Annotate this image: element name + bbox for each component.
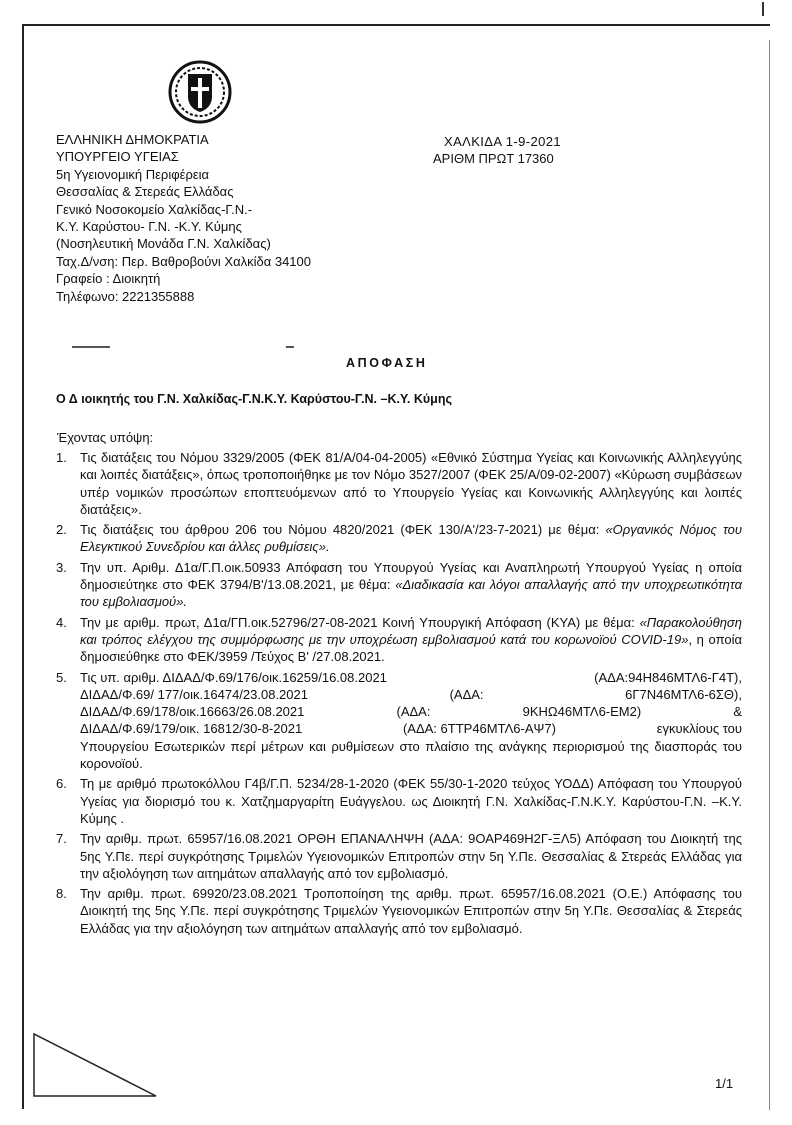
item-number: 8. (56, 886, 67, 902)
scan-mark (762, 2, 764, 16)
list-item (56, 885, 742, 937)
item-number: 3. (56, 559, 67, 575)
item-text: ΔΙΔΑΔ/Φ.69/178/οικ.16663/26.08.2021 (80, 704, 305, 720)
sender-line: Τηλέφωνο: 2221355888 (56, 288, 195, 304)
sender-line: Κ.Υ. Καρύστου- Γ.Ν. -Κ.Υ. Κύμης (56, 219, 242, 235)
item-text: Υπουργείου Εσωτερικών περί μέτρων και ρυθμίσεων στο πλαίσιο της ανάγκης περιορισμού της διασποράς του κορονοϊού. (80, 738, 742, 772)
item-text: Τις υπ. αριθμ. ΔΙΔΑΔ/Φ.69/176/οικ.16259/16.08.2021 (80, 669, 387, 685)
considerations-list (56, 449, 742, 940)
item-text: 9ΚΗΩ46ΜΤΛ6-ΕΜ2) (522, 704, 642, 720)
item-text: (ΑΔΑ: 6ΤΤΡ46ΜΤΛ6-ΑΨ7) (402, 721, 556, 737)
item-number: 7. (56, 831, 67, 847)
sender-line: Γραφείο : Διοικητή (56, 271, 161, 287)
item-number: 4. (56, 614, 67, 630)
date-line: ΧΑΛΚΙΔΑ 1-9-2021 (444, 134, 561, 149)
page-fold-corner-icon (30, 1030, 160, 1100)
item-text: Τις διατάξεις του άρθρου 206 του Νόμου 4820/2021 (ΦΕΚ 130/Α'/23-7-2021) με θέμα: (80, 522, 606, 538)
page-number: 1/1 (715, 1076, 734, 1091)
item-text-italic: «Διαδικασία και λόγοι απαλλαγής από την υποχρεωτικότητα του εμβολιασμού». (80, 577, 742, 610)
sender-block (56, 131, 311, 305)
item-text: (ΑΔΑ:94Η846ΜΤΛ6-Γ4Τ), (594, 669, 742, 685)
item-text: Τη με αριθμό πρωτοκόλλου Γ4β/Γ.Π. 5234/28-1-2020 (ΦΕΚ 55/30-1-2020 τεύχος ΥΟΔΔ) Απόφαση του Υπουργού Υγείας για διορισμό του κ. Χατζημαργαρίτη Ευάγγελου. ως Διοικητή Γ.Ν. Χαλκίδας-Γ.Ν.Κ.Υ. Καρύστου-Γ.Ν. –Κ.Υ. Κύμης . (80, 776, 742, 826)
list-item (56, 521, 742, 556)
item-text: (ΑΔΑ: (449, 686, 484, 702)
item-text-italic: «Οργανικός Νόμος του Ελεγκτικού Συνεδρίου και άλλες ρυθμίσεις». (80, 522, 742, 555)
sender-line: (Νοσηλευτική Μονάδα Γ.Ν. Χαλκίδας) (56, 236, 271, 252)
item-text: , η οποία δημοσιεύθηκε στο ΦΕΚ/3959 /Τεύχος Β' /27.08.2021. (80, 631, 743, 665)
item-text: (ΑΔΑ: (396, 704, 431, 720)
protocol-number: ΑΡΙΘΜ ΠΡΩΤ 17360 (433, 151, 554, 167)
item-row (80, 669, 742, 686)
item-row (80, 703, 742, 720)
item-text: ΔΙΔΑΔ/Φ.69/179/οικ. 16812/30-8-2021 (80, 721, 303, 737)
sender-line: Γενικό Νοσοκομείο Χαλκίδας-Γ.Ν.- (56, 201, 253, 217)
item-number: 5. (56, 669, 67, 685)
date-protocol-block (433, 133, 561, 168)
item-text: Την αριθμ. πρωτ. 65957/16.08.2021 ΟΡΘΗ ΕΠΑΝΑΛΗΨΗ (ΑΔΑ: 9ΟΑΡ469Η2Γ-ΞΛ5) Απόφαση του Διοικητή της 5ης Υ.Πε. περί συγκρότησης Τριμελών Υγειονομικών Επιτροπών στην 5η Υ.Πε. Θεσσαλίας & Στερεάς Ελλάδας για την αξιολόγηση των αιτημάτων απαλλαγής από τον εμβολιασμό. (80, 831, 742, 881)
scan-artifact-dash (286, 346, 294, 348)
page-border-left (22, 24, 24, 1109)
list-item (56, 559, 742, 611)
sender-line: ΕΛΛΗΝΙΚΗ ΔΗΜΟΚΡΑΤΙΑ (56, 132, 209, 147)
document-title: ΑΠΟΦΑΣΗ (346, 356, 428, 370)
sender-line: Θεσσαλίας & Στερεάς Ελλάδας (56, 184, 234, 200)
item-row (80, 720, 742, 737)
item-text: Τις διατάξεις του Νόμου 3329/2005 (ΦΕΚ 81/Α/04-04-2005) «Εθνικό Σύστημα Υγείας και Κοινωνικής Αλληλεγγύης και λοιπές διατάξεις», όπως τροποποιήθηκε με τον Νόμο 3527/2007 (ΦΕΚ 25/Α/09-02-2007) «Κύρωση συμβάσεων υπέρ νομικών προσώπων εποπτευόμενων από το Υπουργείο Υγείας και Κοινωνικής Αλληλεγγύης και λοιπές διατάξεις». (80, 450, 742, 517)
list-item (56, 669, 742, 773)
scan-artifact-dash (72, 346, 110, 348)
item-text: 6Γ7Ν46ΜΤΛ6-6ΣΘ), (625, 686, 742, 702)
page-border-right (769, 40, 770, 1110)
item-text: ΔΙΔΑΔ/Φ.69/ 177/οικ.16474/23.08.2021 (80, 686, 308, 702)
sender-line: ΥΠΟΥΡΓΕΙΟ ΥΓΕΙΑΣ (56, 149, 179, 165)
item-text: Την αριθμ. πρωτ. 69920/23.08.2021 Τροποποίηση της αριθμ. πρωτ. 65957/16.08.2021 (Ο.Ε.) Απόφασης του Διοικητή της 5ης Υ.Πε. περί συγκρότησης Τριμελών Υγειονομικών Επιτροπών στην 5η Υ.Πε. Θεσσαλίας & Στερεάς Ελλάδας για την αξιολόγηση των αιτημάτων απαλλαγής από τον εμβολιασμό. (80, 886, 742, 936)
list-item (56, 775, 742, 827)
list-item (56, 830, 742, 882)
item-text: εγκυκλίους του (656, 721, 742, 737)
intro-line: Έχοντας υπόψη: (57, 430, 154, 445)
document-subject: Ο Δ ιοικητής του Γ.Ν. Χαλκίδας-Γ.Ν.Κ.Υ. Καρύστου-Γ.Ν. –Κ.Υ. Κύμης (56, 392, 452, 406)
item-number: 6. (56, 776, 67, 792)
item-text-italic: «Παρακολούθηση και τρόπος ελέγχου της συμμόρφωσης με την υποχρέωση εμβολιασμού κατά του κορωνοϊού COVID-19» (80, 614, 742, 647)
item-text: & (733, 704, 742, 720)
item-number: 1. (56, 450, 67, 465)
page-border-top (22, 24, 770, 26)
item-number: 2. (56, 522, 67, 538)
list-item (56, 614, 742, 666)
sender-line: 5η Υγειονομική Περιφέρεια (56, 166, 210, 182)
item-text: Την υπ. Αριθμ. Δ1α/Γ.Π.οικ.50933 Απόφαση του Υπουργού Υγείας και Αναπληρωτή Υπουργού Υγείας η οποία δημοσιεύτηκε στο ΦΕΚ 3794/Β'/13.08.2021, με θέμα: (80, 559, 742, 593)
item-text: Την με αριθμ. πρωτ, Δ1α/ΓΠ.οικ.52796/27-08-2021 Κοινή Υπουργική Απόφαση (ΚΥΑ) με θέμα: (80, 614, 640, 630)
item-row (80, 686, 742, 703)
list-item (56, 449, 742, 518)
sender-line: Ταχ.Δ/νση: Περ. Βαθροβούνι Χαλκίδα 34100 (56, 253, 311, 269)
greek-coat-of-arms-icon (168, 60, 232, 124)
